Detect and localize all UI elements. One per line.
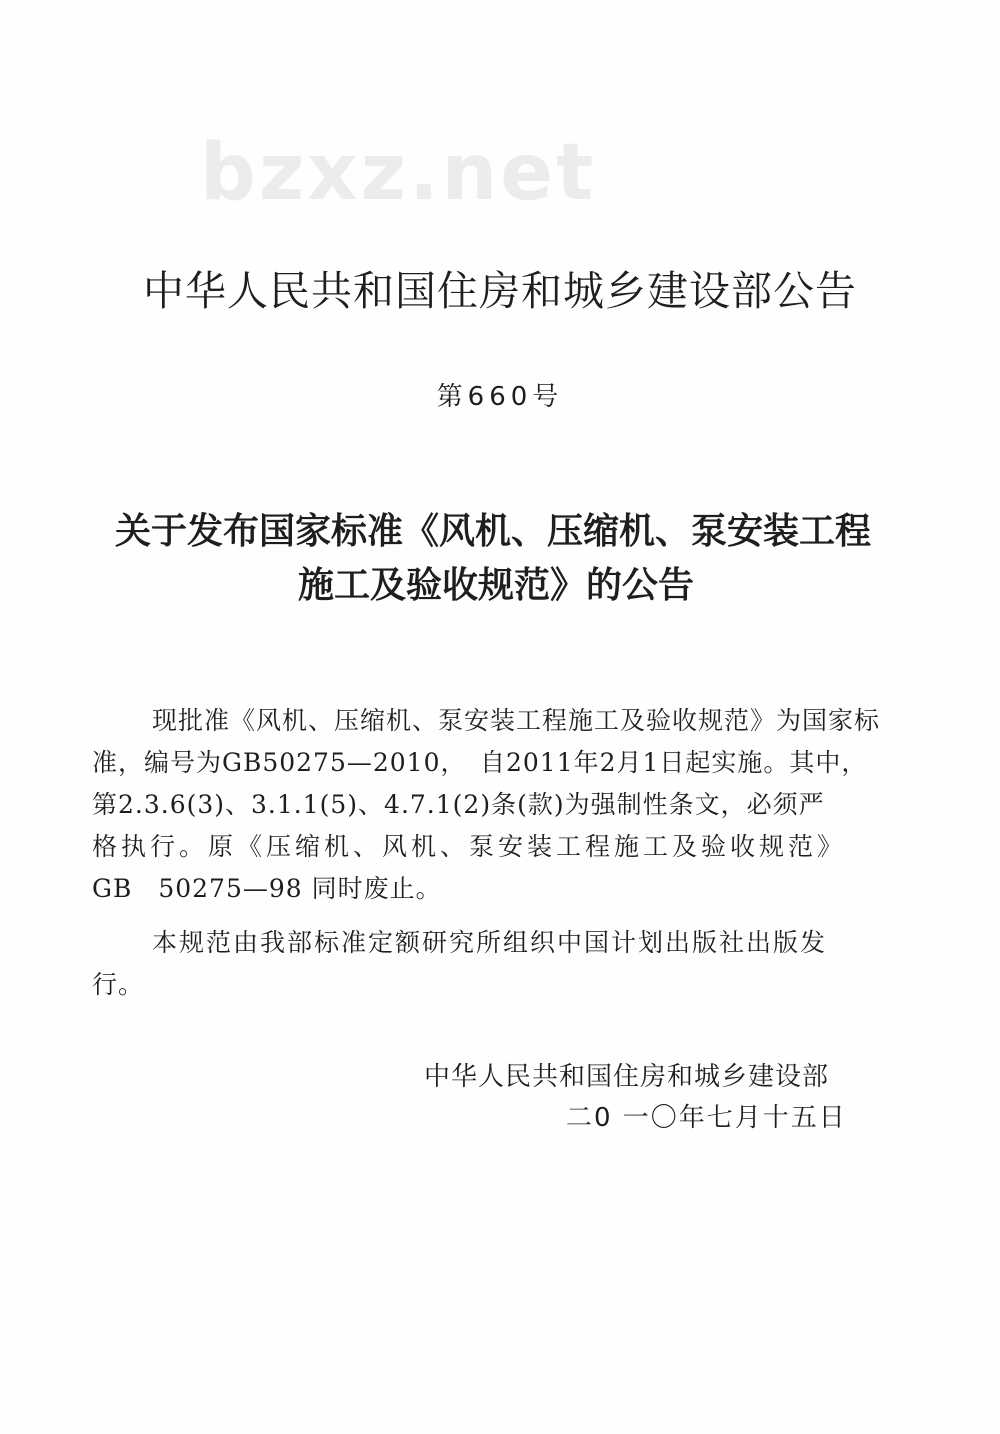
- paragraph-2-line-2: 行。: [92, 970, 145, 999]
- signature-date: 二0 一〇年七月十五日: [566, 1103, 847, 1133]
- paragraph-1-line-2: 准，编号为GB50275—2010， 自2011年2月1日起实施。其中，: [92, 748, 868, 777]
- paragraph-2-line-1: 本规范由我部标准定额研究所组织中国计划出版社出版发: [152, 928, 828, 957]
- paragraph-1-line-1: 现批准《风机、压缩机、泵安装工程施工及验收规范》为国家标: [152, 706, 881, 735]
- signature-organization: 中华人民共和国住房和城乡建设部: [424, 1062, 830, 1092]
- paragraph-1-line-3: 第2.3.6(3)、3.1.1(5)、4.7.1(2)条(款)为强制性条文，必须严: [92, 790, 825, 819]
- announcement-number: 第660号: [436, 382, 564, 412]
- paragraph-1-line-4: 格执行。原《压缩机、风机、泵安装工程施工及验收规范》: [92, 832, 847, 861]
- watermark-logo: bzxz.net: [200, 128, 597, 218]
- announcement-title-line-1: 关于发布国家标准《风机、压缩机、泵安装工程: [114, 511, 871, 552]
- paragraph-1-line-5: GB 50275—98 同时废止。: [92, 874, 442, 903]
- announcement-title-line-2: 施工及验收规范》的公告: [297, 565, 694, 606]
- ministry-heading: 中华人民共和国住房和城乡建设部公告: [143, 267, 857, 315]
